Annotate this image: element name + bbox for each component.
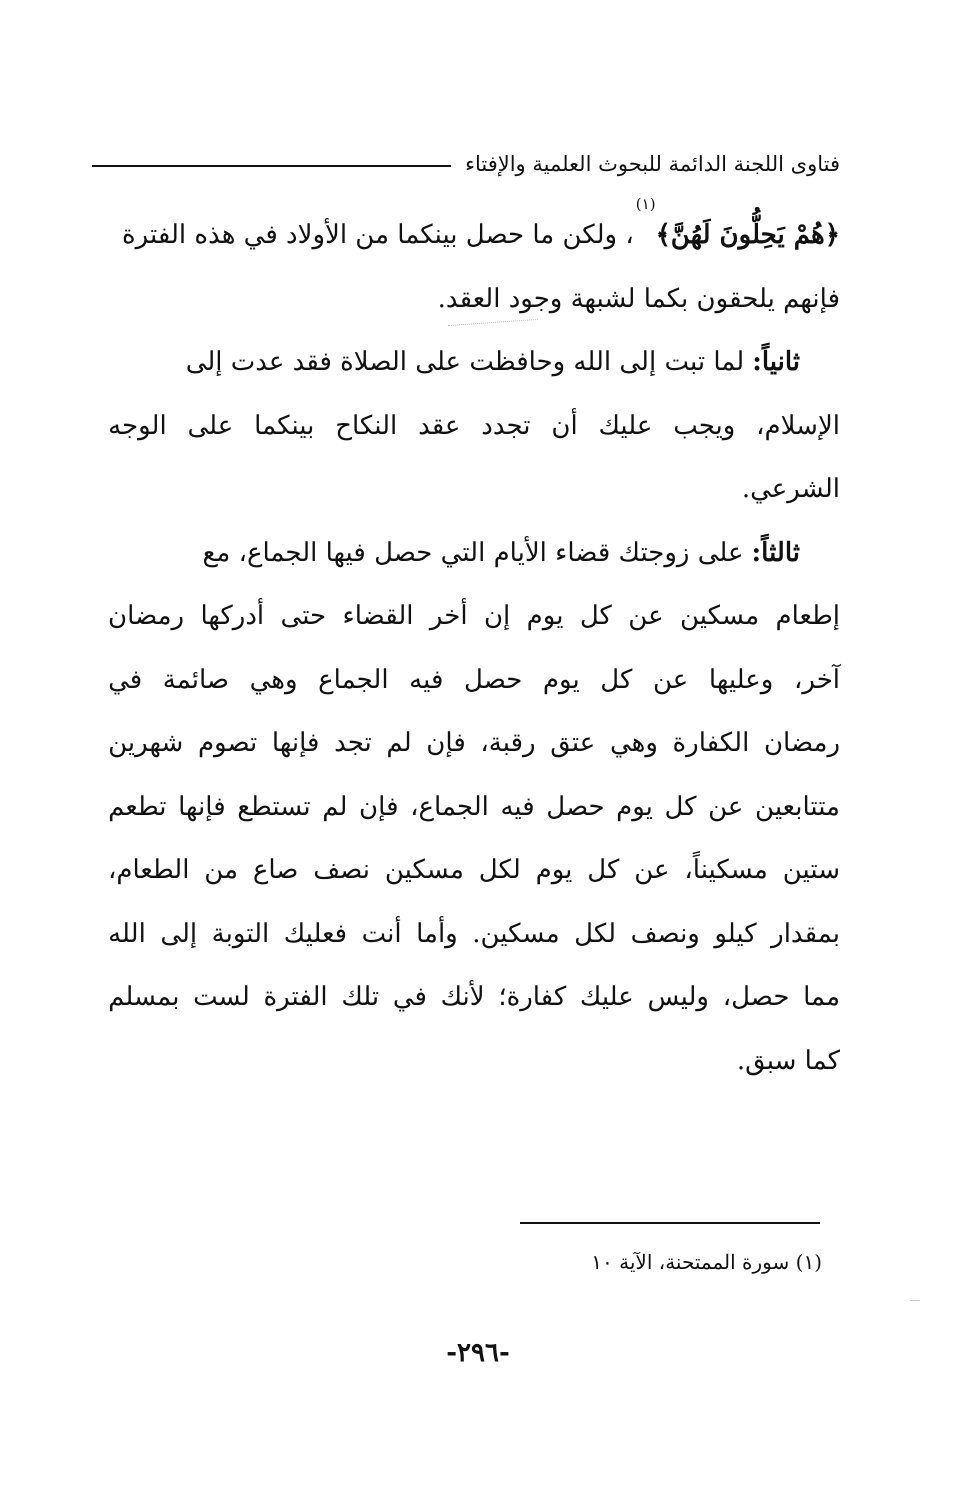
line-text bbox=[108, 585, 840, 649]
word: تجدد bbox=[481, 410, 531, 441]
word: النكاح bbox=[335, 410, 398, 441]
word: فإن bbox=[426, 728, 466, 758]
quran-quote: ﴿هُمْ يَحِلُّونَ لَهُنَّ﴾ bbox=[655, 220, 840, 250]
text-line bbox=[108, 585, 840, 649]
word: كل bbox=[664, 791, 697, 822]
footnote-rule bbox=[520, 1222, 820, 1224]
text-line bbox=[108, 522, 840, 586]
text-line bbox=[108, 649, 840, 713]
text-line bbox=[108, 903, 840, 967]
word: لكل bbox=[574, 918, 617, 949]
word: لم bbox=[322, 791, 348, 822]
word: بينكما bbox=[254, 410, 315, 441]
word: الكفارة bbox=[672, 728, 750, 758]
word: الفترة bbox=[263, 982, 328, 1012]
word: نصف bbox=[313, 855, 370, 885]
word: عن bbox=[652, 664, 689, 695]
text-line bbox=[108, 195, 840, 268]
text-line bbox=[108, 395, 840, 459]
word: فإنها bbox=[271, 728, 320, 758]
word: في bbox=[108, 664, 143, 695]
text-line bbox=[108, 458, 840, 522]
text-line bbox=[108, 331, 840, 395]
word: كفارة؛ bbox=[498, 982, 567, 1012]
word: مسكين bbox=[680, 601, 760, 631]
text-line bbox=[108, 839, 840, 903]
line-text bbox=[108, 649, 840, 713]
word: الجماع bbox=[318, 664, 389, 695]
word: أدركها bbox=[200, 601, 265, 631]
word: مسكيناً، bbox=[684, 855, 768, 885]
word: في bbox=[392, 982, 427, 1012]
word: يوم bbox=[535, 855, 573, 885]
word: كيلو bbox=[714, 918, 757, 949]
word: مسكين bbox=[384, 855, 464, 885]
header-rule bbox=[92, 165, 451, 167]
word: على bbox=[187, 410, 234, 441]
word: عقد bbox=[418, 410, 461, 441]
text-line bbox=[108, 1030, 840, 1094]
word: رمضان bbox=[763, 728, 840, 758]
word: الجماع، bbox=[410, 791, 489, 822]
word: عتق bbox=[550, 728, 596, 758]
word: فعليك bbox=[283, 918, 348, 949]
word: الطعام، bbox=[108, 855, 190, 885]
word: إن bbox=[483, 601, 511, 631]
word: إلى bbox=[160, 918, 198, 949]
text-line bbox=[108, 712, 840, 776]
word: تصوم bbox=[197, 728, 258, 758]
word: يوم bbox=[526, 601, 564, 631]
word: متتابعين bbox=[755, 791, 840, 822]
line-text: فإنهم يلحقون بكما لشبهة وجود العقد. bbox=[437, 283, 840, 314]
word: عن bbox=[628, 601, 664, 631]
word: فإن bbox=[359, 791, 399, 822]
word: ويجب bbox=[673, 410, 736, 441]
word: القضاء bbox=[342, 601, 414, 631]
word: صائمة bbox=[162, 664, 229, 695]
word: كل bbox=[579, 601, 612, 631]
word: لكل bbox=[478, 855, 521, 885]
word: يوم bbox=[616, 791, 653, 822]
word: الله bbox=[108, 918, 146, 949]
word: إطعام bbox=[775, 601, 840, 631]
word: وهي bbox=[249, 664, 298, 695]
word: وأما bbox=[416, 918, 458, 949]
page-number: -٢٩٦- bbox=[446, 1338, 510, 1368]
section-label: ثانياً: bbox=[752, 347, 800, 377]
line-text bbox=[108, 839, 840, 903]
line-text: الشرعي. bbox=[741, 474, 840, 504]
word: ونصف bbox=[630, 918, 700, 949]
word: تستطع bbox=[237, 791, 311, 822]
word: وعليها bbox=[708, 664, 774, 695]
line-text: لما تبت إلى الله وحافظت على الصلاة فقد عدت إلى bbox=[185, 347, 745, 377]
word: عليك bbox=[598, 410, 653, 441]
header-title: فتاوى اللجنة الدائمة للبحوث العلمية والإفتاء bbox=[465, 152, 840, 176]
word: صاع bbox=[252, 855, 299, 885]
word: تجد bbox=[334, 728, 372, 758]
word: الوجه bbox=[108, 410, 167, 441]
word: وهي bbox=[609, 728, 658, 758]
word: بمسلم bbox=[108, 982, 180, 1012]
word: لست bbox=[193, 982, 250, 1012]
line-text bbox=[108, 966, 840, 1030]
word: التوبة bbox=[211, 918, 270, 949]
word: وليس bbox=[647, 982, 709, 1012]
word: كل bbox=[600, 664, 633, 695]
word: تلك bbox=[341, 982, 380, 1012]
word: ستين bbox=[782, 855, 840, 885]
line-text bbox=[108, 776, 840, 840]
line-text: كما سبق. bbox=[736, 1045, 840, 1076]
word: عن bbox=[708, 791, 744, 822]
word: حصل، bbox=[722, 982, 790, 1012]
word: لم bbox=[386, 728, 412, 758]
word: بمقدار bbox=[771, 918, 840, 949]
word: الإسلام، bbox=[756, 410, 840, 441]
text-line bbox=[108, 966, 840, 1030]
word: كل bbox=[587, 855, 620, 885]
scan-edge-mark bbox=[910, 1300, 920, 1301]
text-line bbox=[108, 268, 840, 332]
word: رمضان bbox=[108, 601, 185, 631]
word: حتى bbox=[280, 601, 327, 631]
text-line bbox=[108, 776, 840, 840]
word: حصل bbox=[464, 664, 523, 695]
word: حصل bbox=[546, 791, 605, 822]
word: آخر، bbox=[793, 664, 840, 695]
footnote-ref: (١) bbox=[635, 195, 656, 213]
line-text: على زوجتك قضاء الأيام التي حصل فيها الجماع، مع bbox=[202, 537, 744, 568]
word: يوم bbox=[542, 664, 580, 695]
line-text bbox=[108, 903, 840, 967]
footnote: (١) سورة الممتحنة، الآية ١٠ bbox=[591, 1250, 822, 1274]
word: عليك bbox=[579, 982, 634, 1012]
word: فإنها bbox=[178, 791, 226, 822]
word: مما bbox=[803, 982, 840, 1012]
line-text bbox=[108, 712, 840, 776]
word: تطعم bbox=[108, 791, 167, 822]
word: رقبة، bbox=[480, 728, 536, 758]
word: من bbox=[204, 855, 239, 885]
section-label: ثالثاً: bbox=[751, 537, 800, 568]
line-text: ، ولكن ما حصل بينكما من الأولاد في هذه الفترة bbox=[122, 220, 634, 250]
word: مسكين. bbox=[472, 918, 560, 949]
word: فيه bbox=[409, 664, 444, 695]
word: شهرين bbox=[108, 728, 184, 758]
word: أنت bbox=[361, 918, 402, 949]
body-text bbox=[108, 195, 840, 1093]
line-text bbox=[108, 395, 840, 459]
running-header bbox=[92, 144, 840, 184]
word: أخر bbox=[429, 601, 468, 631]
word: لأنك bbox=[440, 982, 485, 1012]
word: فيه bbox=[500, 791, 535, 822]
word: عن bbox=[634, 855, 670, 885]
word: أن bbox=[551, 410, 578, 441]
